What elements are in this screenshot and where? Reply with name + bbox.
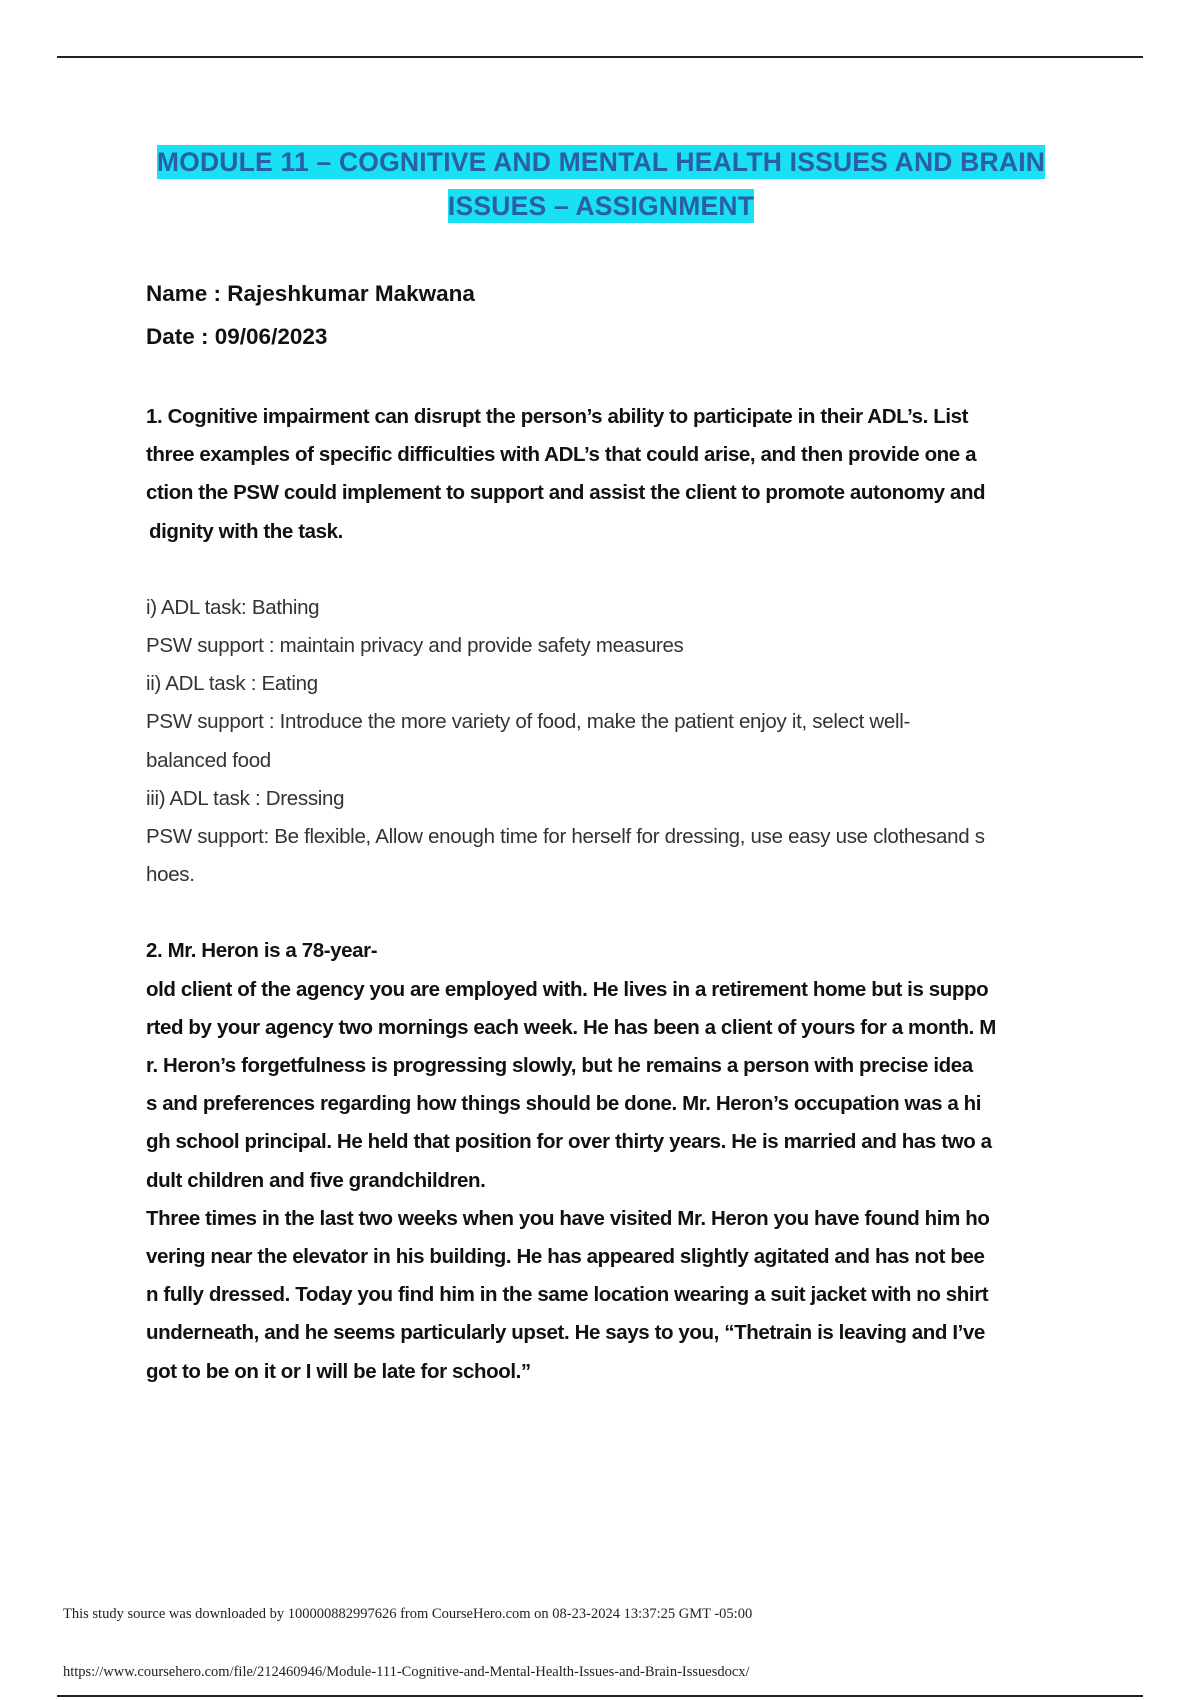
question-1-line: three examples of specific difficulties with ADL’s that could arise, and then provide one a [146, 443, 977, 467]
answer-line: balanced food [146, 748, 271, 772]
answer-line: iii) ADL task : Dressing [146, 786, 345, 810]
answer-line: PSW support : maintain privacy and provide safety measures [146, 634, 684, 658]
question-2-line: old client of the agency you are employed with. He lives in a retirement home but is suppo [146, 977, 989, 1001]
document-body [146, 140, 1056, 1391]
question-2-line: underneath, and he seems particularly upset. He says to you, “Thetrain is leaving and I’ve [146, 1321, 985, 1345]
question-2-line: gh school principal. He held that position for over thirty years. He is married and has two a [146, 1130, 992, 1154]
question-2-line: Three times in the last two weeks when you have visited Mr. Heron you have found him ho [146, 1206, 990, 1230]
answer-line: PSW support: Be flexible, Allow enough time for herself for dressing, use easy use clothesand s [146, 825, 985, 849]
question-1-line: dignity with the task. [149, 519, 343, 543]
question-2-line: n fully dressed. Today you find him in the same location wearing a suit jacket with no shirt [146, 1283, 989, 1307]
answers-1 [146, 589, 1056, 895]
answer-line: hoes. [146, 863, 195, 887]
question-1-line: ction the PSW could implement to support and assist the client to promote autonomy and [146, 481, 986, 505]
question-2-line: 2. Mr. Heron is a 78-year- [146, 939, 378, 963]
question-2-line: vering near the elevator in his building. He has appeared slightly agitated and has not bee [146, 1245, 985, 1269]
author-meta [146, 272, 1056, 358]
top-rule [57, 56, 1143, 58]
download-source-note: This study source was downloaded by 100000882997626 from CourseHero.com on 08-23-2024 13:37:25 GMT -05:00 [63, 1606, 753, 1622]
source-url-link[interactable]: https://www.coursehero.com/file/212460946/Module-111-Cognitive-and-Mental-Health-Issues-and-Brain-Issuesdocx/ [63, 1664, 750, 1680]
question-2-line: rted by your agency two mornings each week. He has been a client of yours for a month. M [146, 1015, 996, 1039]
answer-line: i) ADL task: Bathing [146, 595, 320, 619]
title-line-2: ISSUES – ASSIGNMENT [447, 191, 755, 221]
question-2-line: dult children and five grandchildren. [146, 1168, 486, 1192]
title-line-1: MODULE 11 – COGNITIVE AND MENTAL HEALTH ISSUES AND BRAIN [156, 147, 1046, 177]
question-2 [146, 932, 1056, 1390]
answer-line: ii) ADL task : Eating [146, 672, 318, 696]
question-2-line: s and preferences regarding how things should be done. Mr. Heron’s occupation was a hi [146, 1092, 982, 1116]
question-2-line: r. Heron’s forgetfulness is progressing slowly, but he remains a person with precise idea [146, 1054, 973, 1078]
question-2-line: got to be on it or I will be late for school.” [146, 1359, 531, 1383]
bottom-rule [57, 1695, 1143, 1697]
question-1 [146, 398, 1056, 551]
assignment-date: Date : 09/06/2023 [146, 324, 328, 349]
answer-line: PSW support : Introduce the more variety of food, make the patient enjoy it, select well- [146, 710, 911, 734]
document-title [146, 140, 1056, 228]
student-name: Name : Rajeshkumar Makwana [146, 281, 475, 306]
question-1-line: 1. Cognitive impairment can disrupt the person’s ability to participate in their ADL’s. List [146, 405, 969, 428]
